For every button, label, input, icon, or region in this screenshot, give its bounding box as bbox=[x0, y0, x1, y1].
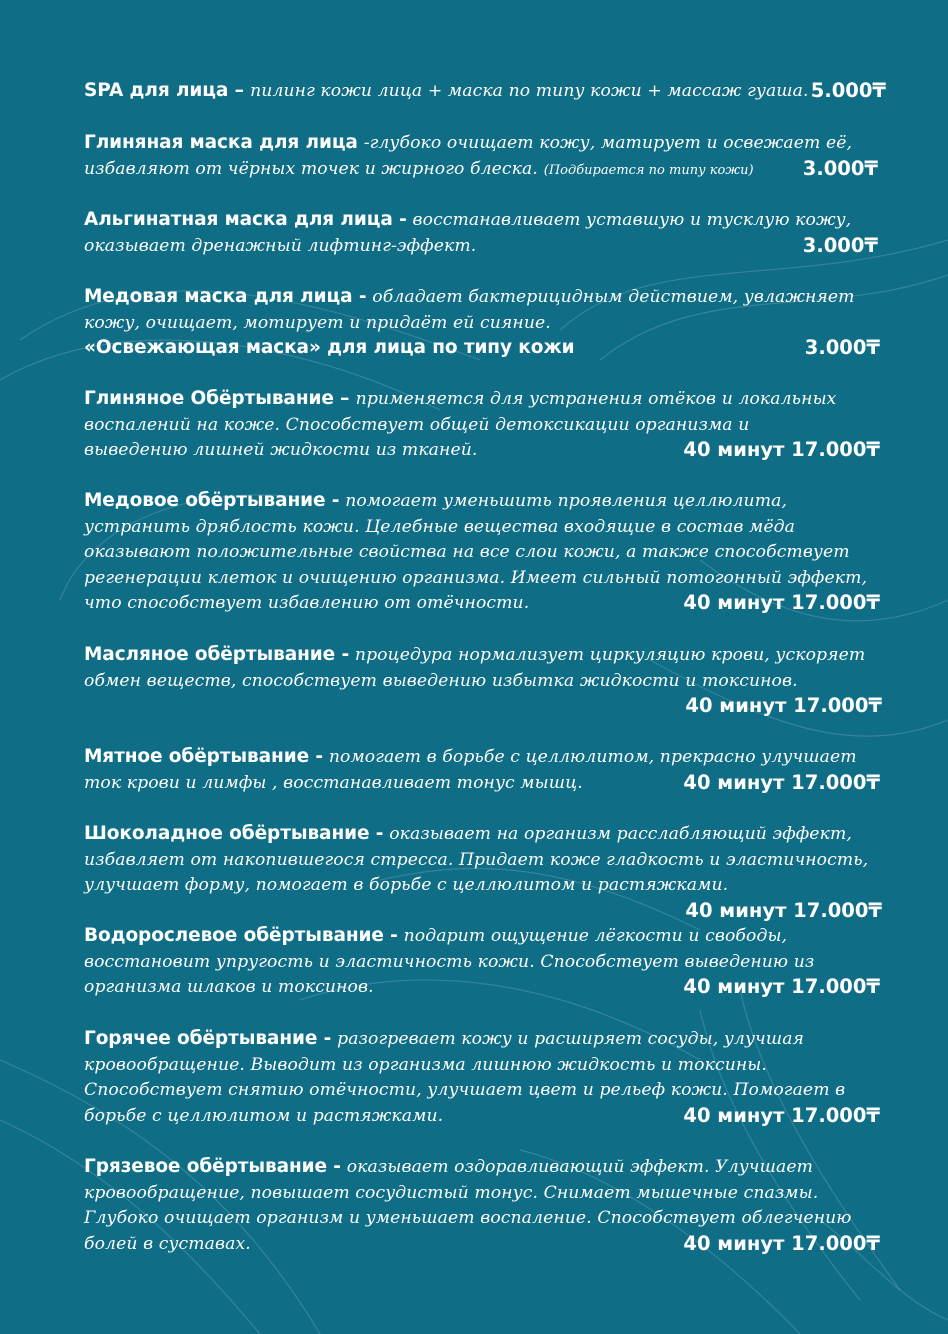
item-description: оказывает оздоравливающий эффект. Улучшает bbox=[346, 1157, 813, 1177]
item-description: болей в суставах. bbox=[84, 1233, 251, 1254]
menu-item-seaweed-wrap bbox=[84, 923, 894, 1026]
item-line bbox=[84, 207, 894, 233]
item-description: что способствует избавлению от отёчности. bbox=[84, 593, 530, 613]
item-title: Медовая маска для лица - bbox=[84, 286, 367, 307]
item-line bbox=[84, 78, 894, 104]
item-price: 40 минут 17.000₸ bbox=[683, 591, 880, 614]
item-description: кожу, очищает, мотирует и придаёт ей сияние. bbox=[84, 312, 551, 333]
item-description: разогревает кожу и расширяет сосуды, улучшая bbox=[337, 1029, 805, 1049]
item-description: -глубоко очищает кожу, матирует и освежает её, bbox=[363, 133, 853, 153]
item-line bbox=[84, 1103, 894, 1129]
item-line bbox=[84, 668, 894, 694]
item-line bbox=[84, 1180, 894, 1206]
item-title: Глиняная маска для лица bbox=[84, 132, 358, 153]
item-description: обладает бактерицидным действием, увлажняет bbox=[372, 287, 855, 307]
menu-item-chocolate-wrap bbox=[84, 821, 894, 923]
item-description: воспалений на коже. Способствует общей детоксикации организма и bbox=[84, 414, 750, 435]
item-line bbox=[84, 1052, 894, 1078]
item-description: восстанавливает уставшую и тусклую кожу, bbox=[412, 210, 852, 230]
item-line bbox=[84, 233, 894, 259]
menu-item-hot-wrap bbox=[84, 1026, 894, 1154]
item-line bbox=[84, 386, 894, 412]
menu-item-mud-wrap bbox=[84, 1154, 894, 1264]
menu-item-mint-wrap bbox=[84, 744, 894, 821]
item-description: применяется для устранения отёков и локальных bbox=[355, 389, 837, 409]
item-description: организма шлаков и токсинов. bbox=[84, 977, 374, 997]
item-description: Глубоко очищает организм и уменьшает воспаление. Способствует облегчению bbox=[84, 1208, 852, 1228]
item-description: устранить дряблость кожи. Целебные вещества входящие в состав мёда bbox=[84, 516, 795, 537]
menu-item-oil-wrap bbox=[84, 642, 894, 744]
item-line bbox=[84, 923, 894, 949]
item-price: 40 минут 17.000₸ bbox=[683, 1103, 880, 1127]
item-line bbox=[84, 821, 894, 847]
item-title: Грязевое обёртывание - bbox=[84, 1156, 341, 1177]
menu-item-clay-mask bbox=[84, 130, 894, 207]
item-line bbox=[84, 949, 894, 975]
menu-item-alginate-mask bbox=[84, 207, 894, 284]
item-description: борьбе с целлюлитом и растяжками. bbox=[84, 1105, 444, 1126]
menu-item-honey-mask bbox=[84, 284, 894, 386]
item-price: 40 минут 17.000₸ bbox=[685, 694, 882, 717]
item-line bbox=[84, 847, 894, 873]
item-description: ток крови и лимфы , восстанавливает тонус мышц. bbox=[84, 772, 583, 793]
item-title: Мятное обёртывание - bbox=[84, 746, 323, 767]
item-line bbox=[84, 437, 894, 463]
item-subtitle: «Освежающая маска» для лица по типу кожи bbox=[84, 337, 575, 358]
item-title: SPA для лица bbox=[84, 80, 229, 101]
item-note: (Подбирается по типу кожи) bbox=[543, 162, 754, 178]
item-description: подарит ощущение лёгкости и свободы, bbox=[403, 926, 788, 946]
item-title: Медовое обёртывание - bbox=[84, 490, 340, 511]
item-description: регенерации клеток и очищению организма. Имеет сильный потогонный эффект, bbox=[84, 567, 868, 588]
item-line bbox=[84, 156, 894, 182]
item-description: помогает уменьшить проявления целлюлита, bbox=[345, 491, 788, 511]
item-title: Шоколадное обёртывание - bbox=[84, 823, 384, 844]
item-price-line bbox=[84, 898, 894, 924]
item-title: Масляное обёртывание - bbox=[84, 644, 350, 665]
item-price: 40 минут 17.000₸ bbox=[683, 770, 880, 794]
item-description: помогает в борьбе с целлюлитом, прекрасно улучшает bbox=[328, 747, 857, 767]
item-line bbox=[84, 770, 894, 796]
item-line bbox=[84, 590, 894, 616]
item-description: Способствует снятию отёчности, улучшает цвет и рельеф кожи. Помогает в bbox=[84, 1080, 846, 1100]
item-line bbox=[84, 310, 894, 336]
item-line bbox=[84, 565, 894, 591]
item-title: Водорослевое обёртывание - bbox=[84, 925, 398, 946]
item-description: избавляет от накопившегося стресса. Придает коже гладкость и эластичность, bbox=[84, 849, 869, 870]
item-line bbox=[84, 488, 894, 514]
item-description: избавляют от чёрных точек и жирного блеска. bbox=[84, 158, 538, 179]
item-line bbox=[84, 514, 894, 540]
item-line bbox=[84, 872, 894, 898]
item-title: Горячее обёртывание - bbox=[84, 1028, 332, 1049]
item-description: восстановит упругость и эластичность кожи. Способствует выведению из bbox=[84, 951, 815, 972]
item-description: пилинг кожи лица + маска по типу кожи + массаж гуаша. bbox=[250, 81, 809, 101]
item-line bbox=[84, 284, 894, 310]
item-title: Глиняное Обёртывание bbox=[84, 388, 334, 409]
item-line bbox=[84, 335, 894, 361]
item-line bbox=[84, 539, 894, 565]
treatment-menu bbox=[84, 78, 894, 1264]
item-description: кровообращение. Выводит из организма лишнюю жидкость и токсины. bbox=[84, 1054, 767, 1075]
item-description: оказывает на организм расслабляющий эффект, bbox=[389, 824, 852, 844]
item-line bbox=[84, 1026, 894, 1052]
item-line bbox=[84, 1077, 894, 1103]
item-price: 5.000₸ bbox=[810, 79, 886, 102]
item-title: Альгинатная маска для лица - bbox=[84, 209, 407, 230]
item-separator: – bbox=[333, 388, 356, 409]
item-price: 3.000₸ bbox=[802, 156, 878, 180]
item-line bbox=[84, 130, 894, 156]
item-line bbox=[84, 744, 894, 770]
item-description: оказывают положительные свойства на все слои кожи, а также способствует bbox=[84, 542, 850, 562]
item-description: выведению лишней жидкости из тканей. bbox=[84, 440, 478, 460]
item-description: оказывает дренажный лифтинг-эффект. bbox=[84, 235, 477, 256]
item-line bbox=[84, 412, 894, 438]
item-price-line bbox=[84, 693, 894, 719]
item-price: 40 минут 17.000₸ bbox=[683, 975, 880, 998]
item-line bbox=[84, 1231, 894, 1257]
item-price: 3.000₸ bbox=[804, 336, 880, 359]
item-price: 40 минут 17.000₸ bbox=[683, 1231, 880, 1255]
item-line bbox=[84, 1154, 894, 1180]
item-price: 40 минут 17.000₸ bbox=[683, 438, 880, 461]
item-description: улучшает форму, помогает в борьбе с целлюлитом и растяжками. bbox=[84, 875, 729, 895]
item-separator: – bbox=[228, 80, 251, 101]
item-description: обмен веществ, способствует выведению избытка жидкости и токсинов. bbox=[84, 670, 798, 691]
item-price: 40 минут 17.000₸ bbox=[685, 898, 882, 922]
item-line bbox=[84, 642, 894, 668]
menu-item-spa-face bbox=[84, 78, 894, 130]
item-line bbox=[84, 974, 894, 1000]
wrap-items-list bbox=[84, 386, 894, 1264]
menu-item-honey-wrap bbox=[84, 488, 894, 642]
item-description: процедура нормализует циркуляцию крови, ускоряет bbox=[354, 645, 866, 665]
item-line bbox=[84, 1205, 894, 1231]
item-price: 3.000₸ bbox=[802, 233, 878, 257]
menu-item-clay-wrap bbox=[84, 386, 894, 488]
item-description: кровообращение, повышает сосудистый тонус. Снимает мышечные спазмы. bbox=[84, 1182, 819, 1203]
